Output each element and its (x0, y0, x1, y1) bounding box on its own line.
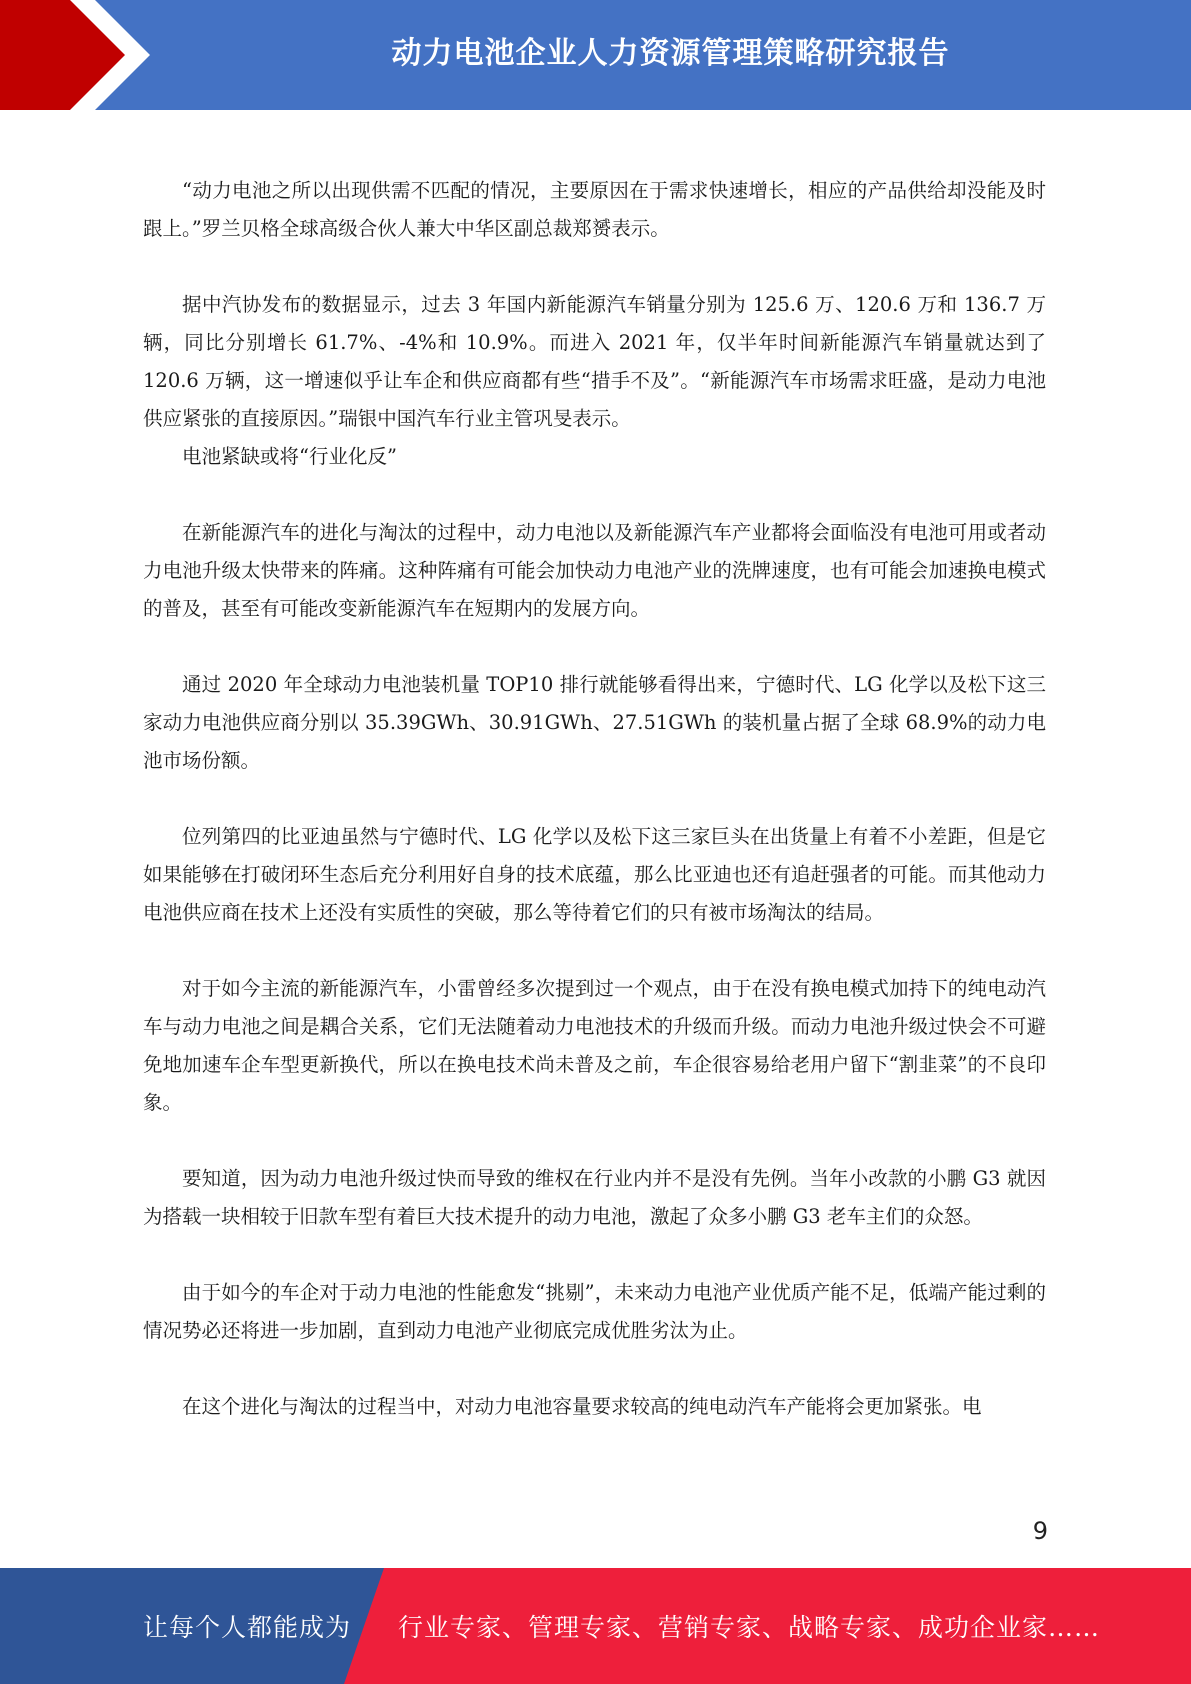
page-number: 9 (1032, 1517, 1048, 1545)
footer-slogan-right: 行业专家、管理专家、营销专家、战略专家、成功企业家…… (398, 1613, 1101, 1642)
paragraph-capacity: 由于如今的车企对于动力电池的性能愈发“挑剔”，未来动力电池产业优质产能不足，低端产能过剩的情况势必还将进一步加剧，直到动力电池产业彻底完成优胜劣汰为止。 (143, 1281, 1046, 1342)
footer-slogan-left: 让每个人都能成为 (143, 1613, 352, 1642)
paragraph-coupling: 对于如今主流的新能源汽车，小雷曾经多次提到过一个观点，由于在没有换电模式加持下的纯电动汽车与动力电池之间是耦合关系，它们无法随着动力电池技术的升级而升级。而动力电池升级过快会不可避免地加速车企车型更新换代，所以在换电技术尚未普及之前，车企很容易给老用户留下“割韭菜”的不良印象。 (143, 977, 1046, 1114)
paragraph-evolution: 在新能源汽车的进化与淘汰的过程中，动力电池以及新能源汽车产业都将会面临没有电池可用或者动力电池升级太快带来的阵痛。这种阵痛有可能会加快动力电池产业的洗牌速度，也有可能会加速换电模式的普及，甚至有可能改变新能源汽车在短期内的发展方向。 (143, 521, 1046, 620)
page-header (0, 0, 1191, 110)
paragraph-quote-supply: “动力电池之所以出现供需不匹配的情况，主要原因在于需求快速增长，相应的产品供给却没能及时跟上。”罗兰贝格全球高级合伙人兼大中华区副总裁郑赟表示。 (143, 179, 1046, 240)
paragraph-sales-data: 据中汽协发布的数据显示，过去 3 年国内新能源汽车销量分别为 125.6 万、120.6 万和 136.7 万辆，同比分别增长 61.7%、-4%和 10.9%。而进入 2021 年，仅半年时间新能源汽车销量就达到了 120.6 万辆，这一增速似乎让车企和供应商都有些“措手不及”。“新能源汽车市场需求旺盛，是动力电池供应紧张的直接原因。”瑞银中国汽车行业主管巩旻表示。 (143, 293, 1046, 430)
report-title: 动力电池企业人力资源管理策略研究报告 (391, 36, 950, 71)
body-text (143, 172, 1046, 1426)
paragraph-final: 在这个进化与淘汰的过程当中，对动力电池容量要求较高的纯电动汽车产能将会更加紧张。电 (182, 1395, 982, 1418)
section-subheading: 电池紧缺或将“行业化反” (182, 445, 397, 468)
paragraph-byd: 位列第四的比亚迪虽然与宁德时代、LG 化学以及松下这三家巨头在出货量上有着不小差距，但是它如果能够在打破闭环生态后充分利用好自身的技术底蕴，那么比亚迪也还有追赶强者的可能。而其他动力电池供应商在技术上还没有实质性的突破，那么等待着它们的只有被市场淘汰的结局。 (143, 825, 1046, 924)
page-footer (0, 1568, 1191, 1684)
header-chevron-decoration (0, 0, 160, 110)
paragraph-xpeng: 要知道，因为动力电池升级过快而导致的维权在行业内并不是没有先例。当年小改款的小鹏 G3 就因为搭载一块相较于旧款车型有着巨大技术提升的动力电池，激起了众多小鹏 G3 老车主们的众怒。 (143, 1167, 1046, 1228)
paragraph-top10: 通过 2020 年全球动力电池装机量 TOP10 排行就能够看得出来，宁德时代、LG 化学以及松下这三家动力电池供应商分别以 35.39GWh、30.91GWh、27.51GWh 的装机量占据了全球 68.9%的动力电池市场份额。 (143, 673, 1046, 772)
